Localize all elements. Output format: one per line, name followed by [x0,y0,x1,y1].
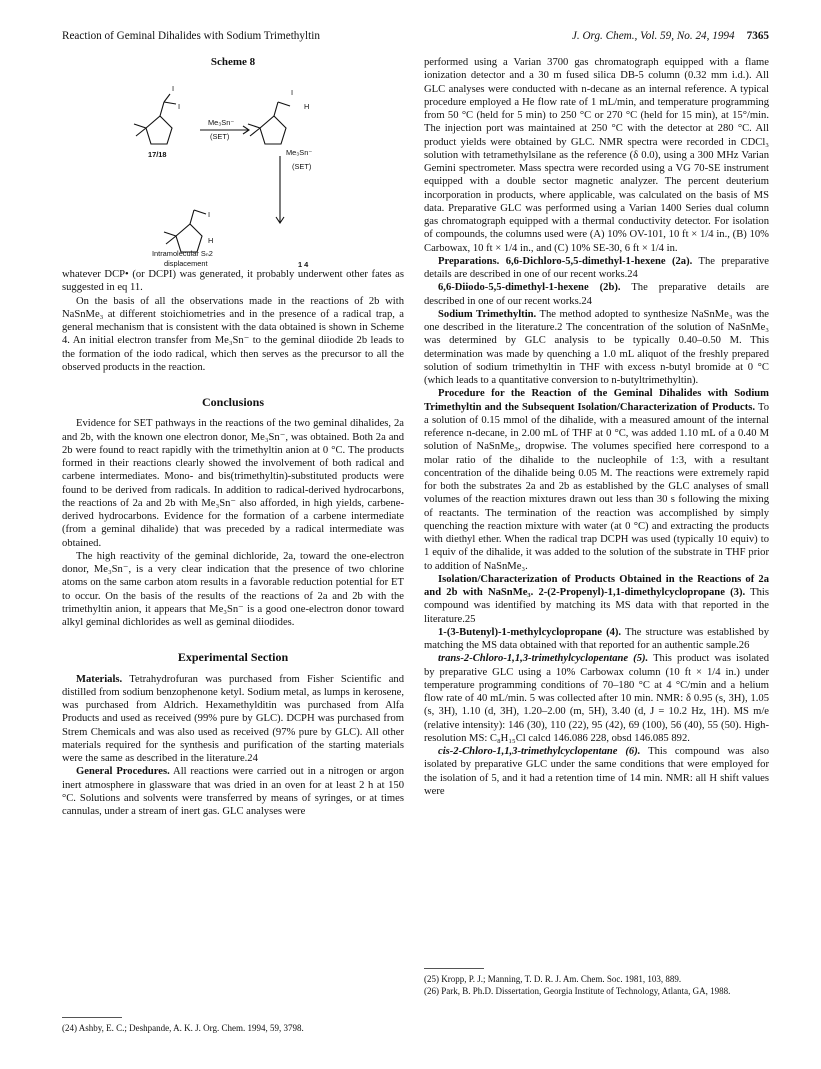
intermediate-methyl-a [164,232,176,236]
footnotes-left [62,1005,404,1034]
iodo-label-intermediate: I [208,210,211,219]
intermediate-methyl-b [166,236,176,244]
chi-bond-c [164,102,176,104]
scheme-8-figure [62,56,404,268]
footnote-24: (24) Ashby, E. C.; Deshpande, A. K. J. Org. Chem. 1994, 59, 3798. [62,1023,304,1033]
diiodo-text: The preparative details are described in one of our recent works.24 [424,282,769,307]
product-label-14: 1 4 [298,260,309,269]
trans-chloro-run-in: trans-2-Chloro-1,1,3-trimethylcyclopentane (5). [438,653,649,665]
experimental-heading: Experimental Section [177,650,289,665]
radical-methyl-a [248,124,260,128]
cis-chloro-run-in: cis-2-Chloro-1,1,3-trimethylcyclopentane (6). [438,746,641,757]
general-text: All reactions were carried out in a nitrogen or argon inert atmosphere in glassware that was dried in an oven for at least 2 h at 150 °C. Solutions and solvents were transferred by means of syringes, or at times cannulas, under a stream of inert gas. GLC analyses were [62,766,404,817]
paragraph-glc: performed using a Varian 3700 gas chromatograph equipped with a flame ionization detector and a 30 m fused silica DB-5 column (0.32 mm i.d.). All GLC analyses were conducted with n-decane as an internal reference. A typical procedure employed a He flow rate of 1 mL/min, and temperature programming from 50 °C (held for 5 min) to 250 °C or 270 °C (held for 15 min), at 15°/min. The injection port was maintained at 250 °C with the detector at 280 °C. All product yields were obtained by GLC. NMR spectra were recorded in CDCl₃ solution with tetramethylsilane as the reference (δ 0.0), using a 300 MHz Varian Gemini spectrometer. Mass spectra were recorded using a VG 70-SE instrument equipped with a double sector magnetic analyzer. The percent deuterium incorporation in products, where applicable, was calculated on the basis of MS data. Preparative GLC was performed using a Varian 1400 Series dual column gas chromatograph equipped with a thermal conductivity detector. For isolation of compounds, the columns used were (A) 10% OV-101, 10 ft × 1/4 in., (B) 10% Carbowax, 10 ft × 1/4 in., and (C) 10% SE-30, 6 ft × 1/4 in. [424,57,769,254]
procedure-run-in: Procedure for the Reaction of the Geminal Dihalides with Sodium Trimethyltin and the Subsequent Isolation/Characterization of Products. [424,388,769,413]
journal-name: J. Org. Chem., Vol. 59, No. 24, 1994 [571,30,735,42]
preparations-text: The preparative details are described in one of our recent works.24 [424,255,770,280]
paragraph-conclusions-1: Evidence for SET pathways in the reactions of the two geminal dihalides, 2a and 2b, with the known one electron donor, Me₃Sn⁻, was obtained. Both 2a and 2b were found to react rapidly with the trimethyltin anion at 0 °C. The products formed in their reactions clearly showed the involvement of both radical and carbene intermediates. Mono- and bis(trimethyltin)-substituted products were found to be derived from radicals. In addition to radical-derived hydrocarbons, the reactions of 2a and 2b with Me₃Sn⁻ also afforded, in high yields, carbene-derived hydrocarbons. Evidence for the formation of a carbene intermediate (from a geminal dihalide) that was preceded by a radical intermediate was obtained. [62,418,404,549]
materials-text: Tetrahydrofuran was purchased from Fisher Scientific and distilled from sodium benzophenone ketyl. Sodium metal, as lumps in kerosene, was purchased from Aldrich. Hexamethylditin was purchased from Alfa Products and used as received (99% pure by GLC). DCPH was purchased from Strem Chemicals and was also used as received (97% pure by GLC). All other materials required for the synthesis and purification of the starting materials were the same as described in the literature.24 [62,673,404,764]
ring-intermediate [176,224,202,252]
hydrogen-label-intermediate: H [208,236,214,245]
methyl-a [134,124,146,128]
hydrogen-label-radical: H [304,102,310,111]
radical-methyl-b [250,128,260,136]
running-header [62,30,769,46]
methyl-b [136,128,146,136]
sodium-trimethyltin-text: The method adopted to synthesize NaSnMe₃ was the one described in the literature.2 The concentration of the solution of NaSnMe₃ was determined by GLC analysis to be typically 0.40–0.50 M. This determination was made by quenching a 1.0 mL aliquot of the freshly prepared solution of sodium trimethyltin in THF with excess n-butyl bromide at 0 °C (which leads to a quantitative conversion to n-butyltrimethyltin). [424,308,769,386]
general-run-in: General Procedures. [76,766,170,778]
paragraph-isolation [424,573,769,626]
displacement-label: displacement [164,259,208,268]
sodium-trimethyltin-run-in: Sodium Trimethyltin. [438,308,537,320]
radical-bond-a [274,102,278,116]
ring-radical [260,116,286,144]
paragraph-fates: whatever DCP• (or DCPI) was generated, it probably underwent other fates as suggested in eq 11. [62,269,404,294]
paragraph-conclusions-2: The high reactivity of the geminal dichloride, 2a, toward the one-electron donor, Me₃Sn⁻, is a very clear indication that the presence of two chlorine atoms on the same carbon atom results in a favorable reduction potential for ET to occur. On the basis of the results of the reactions of 2a and 2b with the trimethyltin anion, it appears that Me₃Sn⁻ is a good one-electron donor toward alkyl geminal dichlorides as well as geminal diiodides. [62,550,404,628]
footnote-26: (26) Park, B. Ph.D. Dissertation, Georgia Institute of Technology, Atlanta, GA, 1988. [424,986,731,996]
isolation-text: This compound was identified by matching its MS data with that reported in the literature.25 [424,587,769,625]
footnote-25: (25) Kropp, P. J.; Manning, T. D. R. J. Am. Chem. Soc. 1981, 103, 889. [424,974,682,984]
footnote-rule-right [424,968,484,969]
left-column [62,56,404,818]
paragraph-preparations [424,255,769,282]
page-number: 7365 [746,30,769,42]
materials-run-in: Materials. [76,673,123,685]
scheme-drawing [62,72,404,268]
sn2-label: Intramolecular Sₙ2 [152,249,213,258]
paragraph-procedure [424,387,769,573]
paragraph-general-procedures [62,765,404,818]
reagent-label-2: Me₃Sn⁻ [286,148,313,157]
isolation-run-in: Isolation/Characterization of Products Obtained in the Reactions of 2a and 2b with NaSnMe₃. 2-(2-Propenyl)-1,1-dimethylcyclopropane (3). [424,573,769,598]
paragraph-sodium-trimethyltin [424,308,769,388]
procedure-text: To a solution of 0.15 mmol of the dihalide, with a measured amount of the internal reference n-decane, in 2.00 mL of THF at 0 °C, was added 1.10 mL of a 0.40 M solution of NaSnMe₃, dropwise. The volumes specified here correspond to a molar ratio of the dihalide to the nucleophile of 1:3, with a resultant concentration of the dihalide being 0.05 M. The reactions were extremely rapid for both the substrates 2a and 2b as established by the GLC analyses of small volumes of the reaction mixtures drawn out less than 30 s following the mixing of reactants. The termination of the reaction was accomplished by simply quenching the reaction mixture with water (at 0 °C) and extracting the products with diethyl ether. When the radical trap DCPH was used (typically 10 equiv) to 1 equiv of the dihalide, it was added to the solution of the substrate in THF prior to addition of NaSnMe₃. [424,401,769,572]
iodo-label-top: I [172,84,175,93]
compound-label-17-18: 17/18 [148,150,167,159]
footnotes-right [424,956,769,997]
scheme-title: Scheme 8 [210,56,256,68]
set-label-2: (SET) [292,162,312,171]
diiodo-run-in: 6,6-Diiodo-5,5-dimethyl-1-hexene (2b). [438,282,621,294]
paragraph-butenyl [424,626,769,653]
radical-bond-b [278,102,290,106]
trans-chloro-text: This product was isolated by preparative GLC using a 10% Carbowax column (10 ft × 1/4 in.) under temperature programming conditions of 70–180 °C at 4 °C/min and a helium flow rate of 40 mL/min. 5 was collected after 10 min. NMR: δ 0.95 (s, 3H), 1.05 (s, 3H), 1.10 (d, 3H), 1.20–2.00 (m, 5H), 3.40 (d, J = 10.2 Hz, 1H). MS m/e (relative intensity): 146 (30), 110 (22), 95 (42), 69 (100), 56 (40), 55 (50). High-resolution MS: C₈H₁₅Cl calcd 146.086 228, obsd 146.085 892. [424,653,769,744]
paragraph-materials [62,673,404,766]
right-column [424,56,769,798]
chi-bond-a [160,102,164,116]
paragraph-cis-chloro [424,745,769,798]
running-title: Reaction of Geminal Dihalides with Sodium Trimethyltin [62,30,320,42]
cis-chloro-text: This compound was also isolated by preparative GLC under the same conditions that were employed for the isolation of 5, and it had a retention time of 14 min. NMR: all H shift values were [424,746,769,797]
butenyl-run-in: 1-(3-Butenyl)-1-methylcyclopropane (4). [438,626,622,638]
reagent-label-1: Me₃Sn⁻ [208,118,235,127]
preparations-run-in: Preparations. 6,6-Dichloro-5,5-dimethyl-1-hexene (2a). [438,255,693,267]
journal-citation [572,30,769,42]
paragraph-trans-chloro [424,652,769,745]
conclusions-heading: Conclusions [201,395,265,409]
iodo-label-radical: I [291,88,294,97]
intermediate-bond-a [190,210,194,224]
chi-bond-b [164,94,170,102]
butenyl-text: The structure was established by matching the MS data obtained with that reported for an authentic sample.26 [424,626,769,651]
paragraph-mechanism: On the basis of all the observations made in the reactions of 2b with NaSnMe₃ at different stoichiometries and in the presence of a radical trap, a general mechanism that is consistent with the data obtained is shown in Scheme 4. An initial electron transfer from Me₃Sn⁻ to the geminal diiodide 2b leads to the formation of the iodo radical, which then serves as the precursor to all the observed products in the reaction. [62,295,404,373]
intermediate-bond-b [194,210,206,214]
paragraph-diiodo [424,281,769,308]
ring-17-18 [146,116,172,144]
iodo-label-right: I [178,102,181,111]
set-label-1: (SET) [210,132,230,141]
footnote-rule [62,1017,122,1018]
